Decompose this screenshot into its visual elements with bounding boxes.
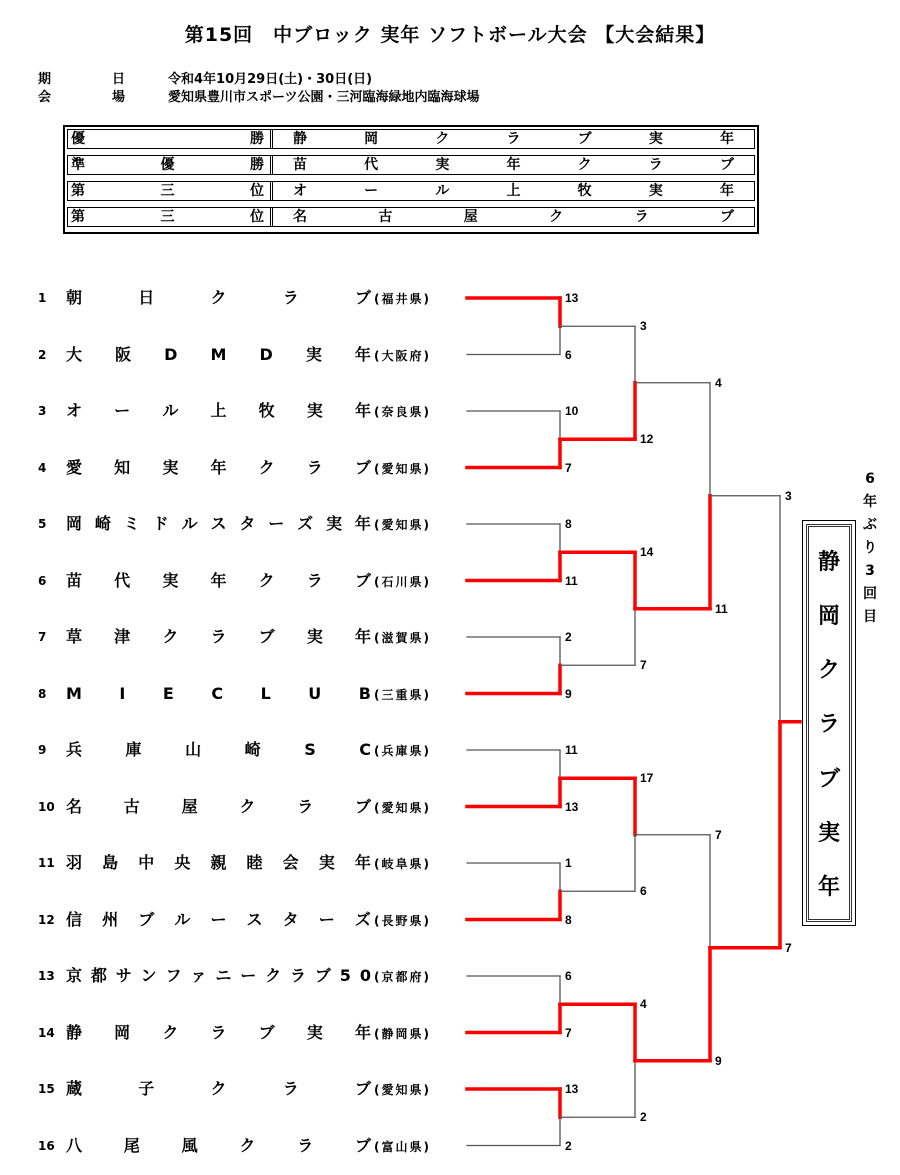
team-name-char: 年 [354,344,371,364]
champion-char: ラ [817,712,840,738]
team-prefecture: (愛知県) [374,461,431,476]
team-name-char: 愛 [66,457,83,477]
score: 14 [640,545,654,560]
note-char: ぶ [863,517,877,533]
team-name-char: ー [240,966,257,985]
score: 11 [715,601,728,616]
team-name-char: サ [115,966,132,985]
team-name-char: 静 [66,1022,83,1042]
team-name-char: ブ [258,627,275,646]
champion-char: 岡 [817,603,840,629]
team-number: 7 [38,630,47,644]
result-team-char: 静 [293,131,307,147]
team-name-char: タ [239,514,256,533]
team-name-char: C [211,683,224,703]
team-name-char: 5 [339,966,351,985]
team-name-char: 信 [66,909,83,929]
team-number: 4 [38,460,47,475]
team-name-char: ラ [306,457,323,477]
team-name-char: ァ [190,966,207,985]
result-team-char: ブ [719,209,734,225]
team-name-char: U [308,683,322,703]
page-title: 第15回 中ブロック 実年 ソフトボール大会 【大会結果】 [184,24,716,46]
team-name-char: 実 [306,401,323,420]
team-name-char: ラ [290,966,307,985]
score: 9 [565,686,572,701]
champion-char: 実 [817,821,840,847]
team-name-char: フ [165,966,182,985]
team-name-char: S [304,740,316,759]
result-label-char: 準 [71,157,85,173]
team-name-char: ク [265,966,282,985]
team-name-char: ラ [282,1079,299,1098]
team-name-char: ラ [210,627,227,646]
score: 4 [640,997,647,1012]
result-team-char: 苗 [293,157,307,173]
team-name-char: ク [210,288,227,307]
note-char: り [863,540,877,556]
team-prefecture: (滋賀県) [374,631,431,645]
team-prefecture: (富山県) [374,1139,431,1154]
score: 4 [715,375,722,390]
result-label-char: 優 [71,131,85,147]
team-name-char: M [66,683,82,703]
team-number: 9 [38,743,47,757]
result-team-char: ク [577,157,592,173]
team-name-char: ー [114,401,131,420]
result-team-char: 年 [719,131,734,147]
team-number: 5 [38,517,47,531]
team-prefecture: (三重県) [374,687,431,702]
team-name-char: 大 [66,344,83,364]
champion-box [802,520,856,926]
team-name-char: E [162,683,174,703]
score: 11 [565,743,578,757]
team-prefecture: (長野県) [374,913,431,928]
result-label-char: 勝 [250,157,264,173]
team-name-char: 朝 [66,288,83,307]
team-prefecture: (兵庫県) [374,744,431,758]
team-name-char: D [259,344,273,364]
team-name-char: B [358,683,371,703]
team-name-char: ブ [138,909,155,929]
score: 7 [565,1025,572,1040]
team-name-char: ラ [282,288,299,307]
team-name-char: I [119,683,126,703]
team-prefecture: (大阪府) [374,348,431,363]
team-name-char: C [359,740,371,759]
team-number: 6 [38,573,47,588]
team-name-char: ー [210,909,227,929]
result-team-char: ラ [506,131,521,147]
result-label-char: 三 [160,183,175,199]
date-key-2: 日 [112,72,126,87]
team-name-char: 知 [114,457,131,477]
team-name-char: ブ [354,1079,371,1098]
date-key-1: 期 [38,72,52,87]
score: 8 [565,517,572,531]
team-number: 3 [38,404,47,418]
team-name-char: 年 [354,627,371,646]
team-name-char: ー [268,514,285,533]
team-name-char: 年 [210,570,227,590]
team-name-char: ク [239,796,256,816]
score: 17 [640,771,654,786]
team-name-char: ク [258,570,275,590]
result-team-char: ブ [577,131,592,147]
result-team-char: 実 [648,183,663,199]
team-name-char: 羽 [66,853,83,872]
team-name-char: 崎 [94,514,111,533]
team-name-char: 牧 [258,401,275,420]
result-team-char: 牧 [577,183,592,199]
team-prefecture: (愛知県) [374,518,431,532]
team-name-char: 実 [305,344,322,364]
team-number: 12 [38,912,55,927]
team-name-char: ミ [123,514,140,533]
team-number: 2 [38,347,47,362]
team-name-char: ド [152,514,169,533]
team-name-char: 実 [326,514,343,533]
result-team-char: 名 [293,209,307,225]
team-name-char: 年 [354,401,371,420]
score: 8 [565,912,572,927]
note-char: 回 [863,586,877,602]
result-team-char: ー [364,183,379,199]
result-team-char: ク [435,131,450,147]
team-name-char: 親 [210,853,227,872]
score: 2 [640,1110,647,1125]
score: 12 [640,432,654,447]
team-prefecture: (静岡県) [374,1026,431,1041]
team-name-char: 尾 [123,1135,140,1155]
team-number: 1 [38,291,47,305]
result-team-char: 屋 [463,209,478,225]
note-char: 年 [863,494,877,510]
team-name-char: 山 [185,740,202,759]
score: 6 [565,969,572,983]
team-name-char: ル [181,514,198,533]
team-name-char: 屋 [181,796,198,816]
champion-note [858,468,882,629]
team-name-char: ル [174,909,191,929]
result-team-char: 岡 [364,131,379,147]
champion-char: 年 [817,875,840,901]
team-name-char: ク [162,627,179,646]
result-team-char: 実 [435,157,450,173]
team-number: 10 [38,799,55,814]
team-name-char: 八 [66,1135,83,1155]
result-label-char: 位 [250,209,264,225]
result-label-char: 優 [160,157,175,173]
score: 3 [640,319,647,334]
team-name-char: 代 [114,570,131,590]
team-name-char: 上 [210,401,227,420]
team-name-char: 風 [181,1135,198,1155]
score: 6 [565,347,572,362]
team-name-char: 蔵 [66,1079,83,1098]
team-prefecture: (奈良県) [374,405,431,419]
champion-char: ブ [817,766,840,792]
team-name-char: ニ [215,966,232,985]
result-label-char: 位 [250,183,264,199]
team-name-char: 睦 [246,853,263,872]
score: 13 [565,799,579,814]
result-team-char: オ [293,183,307,199]
team-name-char: ー [318,909,335,929]
team-name-char: ラ [210,1022,227,1042]
team-name-char: L [260,683,271,703]
team-name-char: ク [258,457,275,477]
result-label-char: 第 [71,209,85,225]
team-name-char: 古 [123,796,140,816]
team-number: 15 [38,1082,55,1096]
result-team-char: ル [435,183,450,199]
score: 1 [565,856,572,870]
score: 7 [640,658,647,673]
result-label-char: 第 [71,183,85,199]
team-name-char: 庫 [125,740,142,759]
result-label-char: 三 [160,209,175,225]
team-name-char: ブ [314,966,331,985]
team-name-char: ラ [297,796,314,816]
team-name-char: ズ [297,514,314,533]
score: 3 [785,488,792,503]
team-name-char: タ [282,909,299,929]
team-number: 13 [38,969,55,983]
team-prefecture: (石川県) [374,574,431,589]
result-team-char: ラ [648,157,663,173]
note-char: 3 [865,563,875,579]
team-number: 8 [38,686,47,701]
result-team-char: 古 [378,209,393,225]
team-number: 11 [38,856,55,870]
result-team-char: 上 [506,183,521,199]
team-prefecture: (愛知県) [374,1083,431,1097]
score: 10 [565,404,579,418]
team-name-char: 兵 [66,740,83,759]
team-name-char: ル [162,401,179,420]
result-team-char: ラ [634,209,649,225]
team-name-char: 実 [162,570,179,590]
team-name-char: 実 [318,853,335,872]
team-name-char: ス [246,909,263,929]
team-name-char: 年 [354,1022,371,1042]
team-name-char: 岡 [114,1022,131,1042]
result-team-char: 代 [364,157,379,173]
team-name-char: ク [162,1022,179,1042]
score: 7 [785,940,792,955]
score: 6 [640,884,647,899]
team-name-char: ラ [306,570,323,590]
note-char: 6 [865,471,875,487]
result-team-char: 年 [506,157,521,173]
team-prefecture: (京都府) [374,970,431,984]
team-name-char: D [164,344,178,364]
team-name-char: 草 [66,627,83,646]
venue-key-1: 会 [38,90,52,105]
team-number: 14 [38,1025,55,1040]
score: 2 [565,1138,572,1153]
venue-key-2: 場 [112,90,126,105]
score: 7 [565,460,572,475]
team-name-char: ブ [354,796,371,816]
score: 7 [715,827,722,842]
team-name-char: 年 [210,457,227,477]
team-name-char: ブ [354,1135,371,1155]
team-name-char: 年 [354,514,371,533]
venue-value: 愛知県豊川市スポーツ公園・三河臨海緑地内臨海球場 [168,90,480,105]
team-name-char: ブ [258,1022,275,1042]
champion-char: 静 [817,549,840,575]
team-name-char: オ [66,401,83,420]
team-name-char: 実 [306,1022,323,1042]
score: 13 [565,1082,579,1096]
date-value: 令和4年10月29日(土)・30日(日) [168,72,373,87]
team-name-char: 日 [138,288,155,307]
team-name-char: 崎 [244,740,261,759]
team-name-char: ズ [354,909,371,929]
team-name-char: ク [239,1135,256,1155]
score: 9 [715,1053,722,1068]
team-name-char: ブ [354,570,371,590]
team-prefecture: (福井県) [374,292,431,306]
team-name-char: 実 [162,457,179,477]
score: 13 [565,291,579,305]
team-name-char: 0 [359,966,371,985]
team-name-char: ス [210,514,227,533]
result-label-char: 勝 [250,131,264,147]
result-team-char: 年 [719,183,734,199]
team-name-char: 津 [114,627,131,646]
team-name-char: 年 [354,853,371,872]
team-name-char: M [210,344,227,364]
team-name-char: 名 [66,796,83,816]
result-team-char: 実 [648,131,663,147]
team-name-char: 島 [102,853,119,872]
team-name-char: 都 [90,966,107,985]
result-team-char: ブ [719,157,734,173]
champion-char: ク [817,658,840,684]
champion-name [806,524,852,922]
team-prefecture: (岐阜県) [374,857,431,871]
note-char: 目 [863,609,877,625]
team-name-char: ブ [354,288,371,307]
team-name-char: ン [140,966,157,985]
team-number: 16 [38,1138,55,1153]
team-name-char: 苗 [66,570,83,590]
team-name-char: 阪 [115,344,132,364]
team-name-char: ラ [297,1135,314,1155]
result-team-char: ク [549,209,564,225]
team-name-char: 実 [306,627,323,646]
team-name-char: 岡 [66,514,83,533]
score: 11 [565,573,578,588]
team-name-char: 央 [174,853,191,872]
team-name-char: 子 [138,1079,155,1098]
score: 2 [565,630,572,644]
team-name-char: 州 [102,909,119,929]
team-prefecture: (愛知県) [374,800,431,815]
team-name-char: ク [210,1079,227,1098]
team-name-char: ブ [354,457,371,477]
team-name-char: 会 [282,853,299,872]
team-name-char: 中 [138,853,155,872]
team-name-char: 京 [66,966,83,985]
